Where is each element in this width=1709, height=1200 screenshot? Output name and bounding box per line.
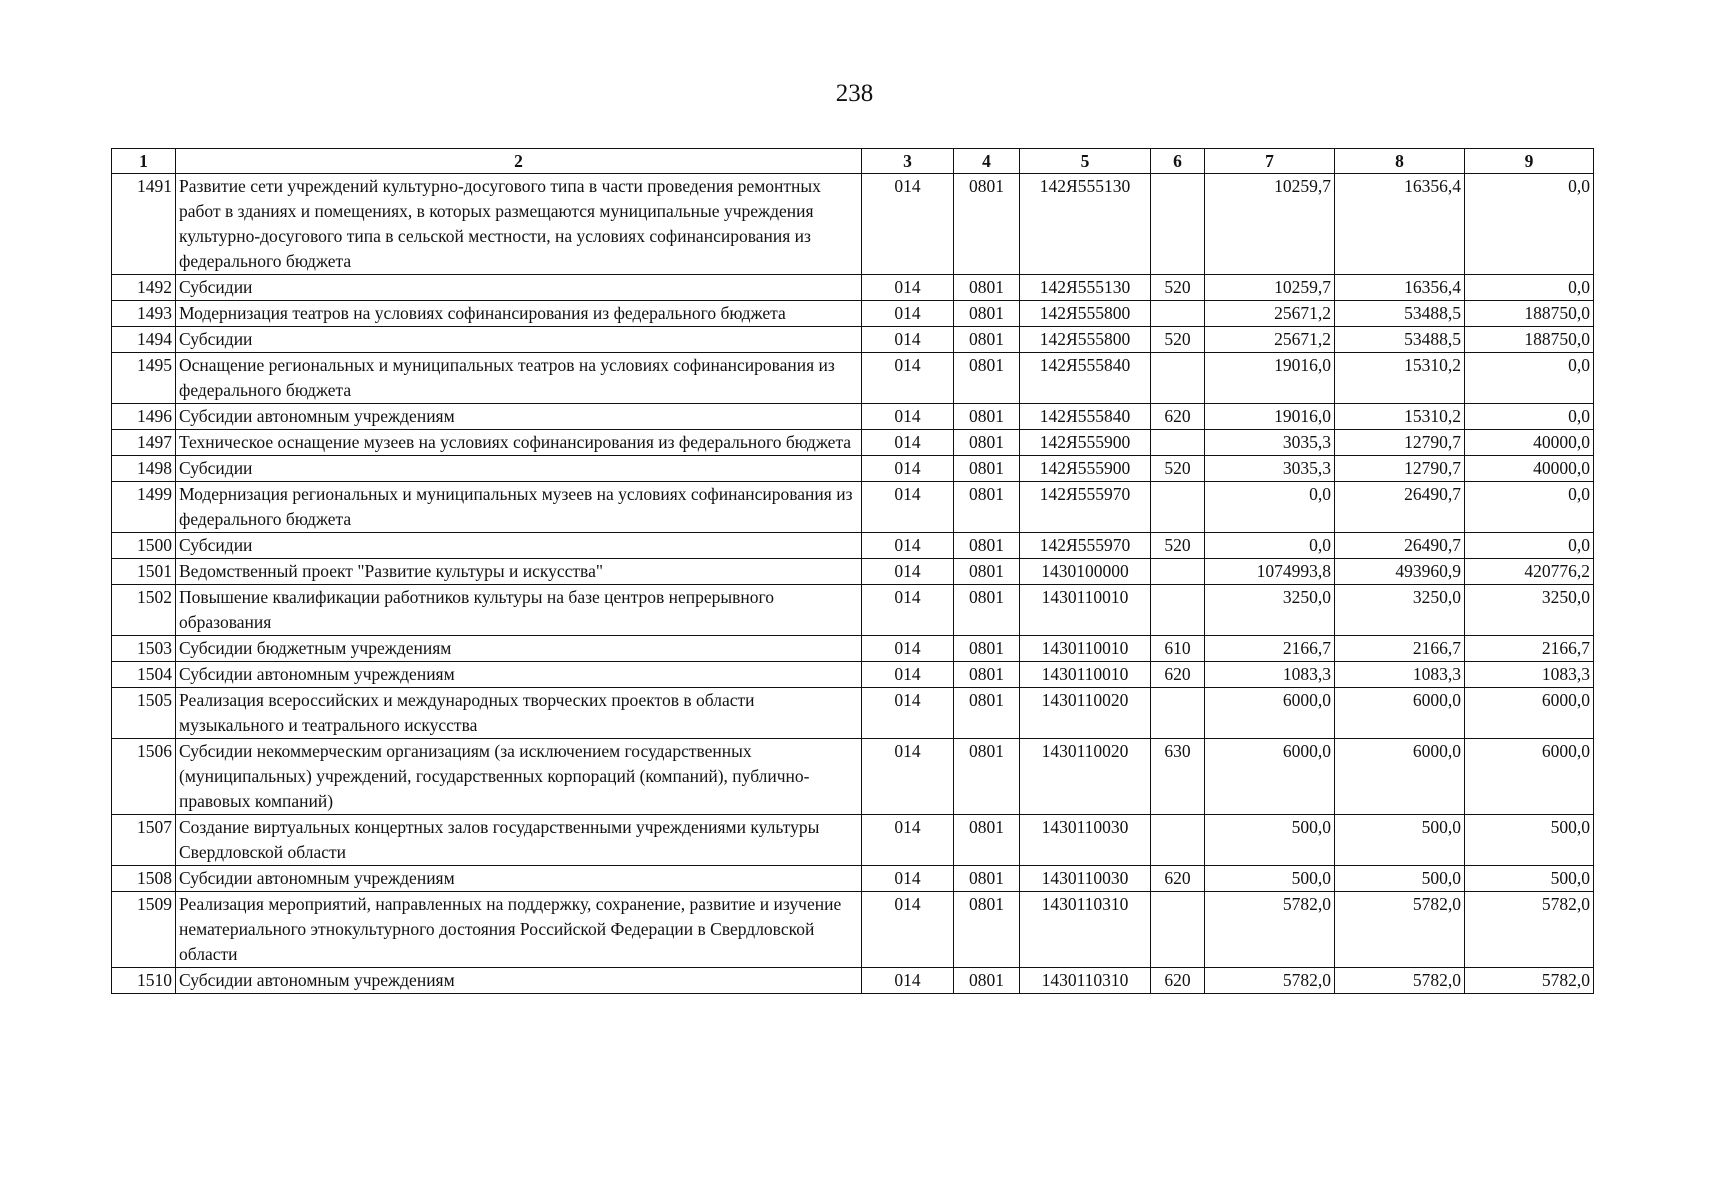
row-col-7: 19016,0 bbox=[1205, 404, 1335, 430]
row-col-6: 520 bbox=[1151, 533, 1205, 559]
row-col-3: 014 bbox=[862, 688, 954, 739]
row-col-6: 610 bbox=[1151, 636, 1205, 662]
row-col-8: 53488,5 bbox=[1335, 301, 1465, 327]
table-row bbox=[112, 968, 1594, 994]
row-col-4: 0801 bbox=[954, 636, 1020, 662]
header-col-8: 8 bbox=[1335, 149, 1465, 174]
row-col-9: 420776,2 bbox=[1465, 559, 1594, 585]
row-col-9: 2166,7 bbox=[1465, 636, 1594, 662]
row-col-9: 188750,0 bbox=[1465, 301, 1594, 327]
row-number: 1507 bbox=[112, 815, 176, 866]
row-col-8: 12790,7 bbox=[1335, 430, 1465, 456]
header-col-1: 1 bbox=[112, 149, 176, 174]
table-row bbox=[112, 275, 1594, 301]
row-col-9: 0,0 bbox=[1465, 482, 1594, 533]
table-row bbox=[112, 404, 1594, 430]
header-col-5: 5 bbox=[1020, 149, 1151, 174]
budget-table bbox=[111, 148, 1594, 994]
row-col-5: 142Я555800 bbox=[1020, 327, 1151, 353]
row-col-5: 142Я555900 bbox=[1020, 430, 1151, 456]
row-col-5: 1430110010 bbox=[1020, 662, 1151, 688]
table-row bbox=[112, 739, 1594, 815]
row-col-6: 620 bbox=[1151, 662, 1205, 688]
row-name: Ведомственный проект "Развитие культуры и искусства" bbox=[176, 559, 862, 585]
row-col-8: 5782,0 bbox=[1335, 968, 1465, 994]
row-col-7: 25671,2 bbox=[1205, 327, 1335, 353]
row-col-6: 620 bbox=[1151, 866, 1205, 892]
header-col-2: 2 bbox=[176, 149, 862, 174]
row-col-5: 1430110030 bbox=[1020, 866, 1151, 892]
header-row bbox=[112, 149, 1594, 174]
row-name: Субсидии некоммерческим организациям (за исключением государственных (муниципальных) учреждений, государственных корпораций (компаний), публично-правовых компаний) bbox=[176, 739, 862, 815]
table-body bbox=[112, 174, 1594, 994]
row-col-8: 2166,7 bbox=[1335, 636, 1465, 662]
row-name: Модернизация театров на условиях софинансирования из федерального бюджета bbox=[176, 301, 862, 327]
row-col-7: 0,0 bbox=[1205, 533, 1335, 559]
row-col-9: 5782,0 bbox=[1465, 892, 1594, 968]
page-number: 238 bbox=[835, 80, 874, 107]
row-col-4: 0801 bbox=[954, 275, 1020, 301]
row-col-8: 6000,0 bbox=[1335, 688, 1465, 739]
row-col-3: 014 bbox=[862, 636, 954, 662]
row-col-5: 1430110310 bbox=[1020, 892, 1151, 968]
row-col-6 bbox=[1151, 585, 1205, 636]
table-row bbox=[112, 636, 1594, 662]
table-row bbox=[112, 301, 1594, 327]
row-number: 1494 bbox=[112, 327, 176, 353]
row-col-4: 0801 bbox=[954, 662, 1020, 688]
row-col-8: 3250,0 bbox=[1335, 585, 1465, 636]
row-col-3: 014 bbox=[862, 404, 954, 430]
row-col-7: 25671,2 bbox=[1205, 301, 1335, 327]
row-col-9: 40000,0 bbox=[1465, 430, 1594, 456]
table-row bbox=[112, 456, 1594, 482]
row-number: 1491 bbox=[112, 174, 176, 275]
row-col-8: 493960,9 bbox=[1335, 559, 1465, 585]
row-col-4: 0801 bbox=[954, 430, 1020, 456]
row-col-4: 0801 bbox=[954, 533, 1020, 559]
row-col-4: 0801 bbox=[954, 739, 1020, 815]
row-col-7: 10259,7 bbox=[1205, 275, 1335, 301]
row-name: Модернизация региональных и муниципальных музеев на условиях софинансирования из федерального бюджета bbox=[176, 482, 862, 533]
table-row bbox=[112, 892, 1594, 968]
row-col-7: 500,0 bbox=[1205, 866, 1335, 892]
row-col-8: 5782,0 bbox=[1335, 892, 1465, 968]
row-col-5: 142Я555800 bbox=[1020, 301, 1151, 327]
row-col-8: 15310,2 bbox=[1335, 353, 1465, 404]
row-col-5: 142Я555130 bbox=[1020, 275, 1151, 301]
row-name: Субсидии автономным учреждениям bbox=[176, 404, 862, 430]
row-col-5: 142Я555970 bbox=[1020, 533, 1151, 559]
row-col-7: 3035,3 bbox=[1205, 456, 1335, 482]
row-col-9: 1083,3 bbox=[1465, 662, 1594, 688]
row-col-9: 5782,0 bbox=[1465, 968, 1594, 994]
row-col-7: 6000,0 bbox=[1205, 739, 1335, 815]
header-col-4: 4 bbox=[954, 149, 1020, 174]
row-col-4: 0801 bbox=[954, 404, 1020, 430]
table-row bbox=[112, 866, 1594, 892]
row-col-5: 1430110310 bbox=[1020, 968, 1151, 994]
row-col-9: 0,0 bbox=[1465, 174, 1594, 275]
row-col-6 bbox=[1151, 353, 1205, 404]
row-number: 1496 bbox=[112, 404, 176, 430]
row-col-6: 620 bbox=[1151, 968, 1205, 994]
row-col-8: 12790,7 bbox=[1335, 456, 1465, 482]
row-col-8: 500,0 bbox=[1335, 815, 1465, 866]
row-col-7: 19016,0 bbox=[1205, 353, 1335, 404]
row-col-5: 142Я555970 bbox=[1020, 482, 1151, 533]
row-col-5: 1430110020 bbox=[1020, 688, 1151, 739]
row-col-8: 26490,7 bbox=[1335, 482, 1465, 533]
table-row bbox=[112, 559, 1594, 585]
row-col-3: 014 bbox=[862, 533, 954, 559]
row-col-9: 0,0 bbox=[1465, 404, 1594, 430]
row-col-5: 1430110010 bbox=[1020, 585, 1151, 636]
header-col-3: 3 bbox=[862, 149, 954, 174]
row-col-8: 6000,0 bbox=[1335, 739, 1465, 815]
row-name: Субсидии bbox=[176, 327, 862, 353]
row-number: 1502 bbox=[112, 585, 176, 636]
row-col-9: 0,0 bbox=[1465, 275, 1594, 301]
row-number: 1506 bbox=[112, 739, 176, 815]
row-col-4: 0801 bbox=[954, 301, 1020, 327]
row-col-3: 014 bbox=[862, 585, 954, 636]
row-col-4: 0801 bbox=[954, 174, 1020, 275]
row-number: 1495 bbox=[112, 353, 176, 404]
row-number: 1493 bbox=[112, 301, 176, 327]
header-col-6: 6 bbox=[1151, 149, 1205, 174]
row-col-6: 620 bbox=[1151, 404, 1205, 430]
row-number: 1497 bbox=[112, 430, 176, 456]
row-col-6 bbox=[1151, 482, 1205, 533]
row-col-5: 142Я555900 bbox=[1020, 456, 1151, 482]
row-col-8: 1083,3 bbox=[1335, 662, 1465, 688]
row-col-6 bbox=[1151, 301, 1205, 327]
table-row bbox=[112, 327, 1594, 353]
row-col-6 bbox=[1151, 892, 1205, 968]
row-name: Субсидии bbox=[176, 533, 862, 559]
row-col-8: 15310,2 bbox=[1335, 404, 1465, 430]
row-number: 1505 bbox=[112, 688, 176, 739]
row-name: Оснащение региональных и муниципальных театров на условиях софинансирования из федерального бюджета bbox=[176, 353, 862, 404]
row-col-3: 014 bbox=[862, 968, 954, 994]
row-name: Техническое оснащение музеев на условиях софинансирования из федерального бюджета bbox=[176, 430, 862, 456]
row-number: 1499 bbox=[112, 482, 176, 533]
row-name: Субсидии автономным учреждениям bbox=[176, 866, 862, 892]
row-col-7: 3035,3 bbox=[1205, 430, 1335, 456]
row-col-4: 0801 bbox=[954, 815, 1020, 866]
row-col-8: 16356,4 bbox=[1335, 275, 1465, 301]
row-col-7: 2166,7 bbox=[1205, 636, 1335, 662]
table-row bbox=[112, 815, 1594, 866]
row-col-7: 1083,3 bbox=[1205, 662, 1335, 688]
row-col-3: 014 bbox=[862, 301, 954, 327]
row-col-7: 1074993,8 bbox=[1205, 559, 1335, 585]
row-col-3: 014 bbox=[862, 456, 954, 482]
row-name: Субсидии bbox=[176, 456, 862, 482]
row-col-3: 014 bbox=[862, 662, 954, 688]
row-col-3: 014 bbox=[862, 430, 954, 456]
row-number: 1500 bbox=[112, 533, 176, 559]
row-col-6 bbox=[1151, 688, 1205, 739]
row-col-7: 500,0 bbox=[1205, 815, 1335, 866]
table-row bbox=[112, 174, 1594, 275]
row-col-8: 16356,4 bbox=[1335, 174, 1465, 275]
row-col-8: 500,0 bbox=[1335, 866, 1465, 892]
row-name: Субсидии бюджетным учреждениям bbox=[176, 636, 862, 662]
row-col-9: 188750,0 bbox=[1465, 327, 1594, 353]
table-row bbox=[112, 353, 1594, 404]
row-name: Субсидии автономным учреждениям bbox=[176, 662, 862, 688]
row-col-3: 014 bbox=[862, 866, 954, 892]
row-col-3: 014 bbox=[862, 327, 954, 353]
table-row bbox=[112, 533, 1594, 559]
row-col-4: 0801 bbox=[954, 559, 1020, 585]
row-number: 1504 bbox=[112, 662, 176, 688]
row-col-6: 520 bbox=[1151, 275, 1205, 301]
row-col-7: 0,0 bbox=[1205, 482, 1335, 533]
row-col-6: 520 bbox=[1151, 456, 1205, 482]
row-col-3: 014 bbox=[862, 482, 954, 533]
row-col-5: 1430110010 bbox=[1020, 636, 1151, 662]
row-number: 1498 bbox=[112, 456, 176, 482]
header-col-7: 7 bbox=[1205, 149, 1335, 174]
row-col-8: 53488,5 bbox=[1335, 327, 1465, 353]
row-col-6: 520 bbox=[1151, 327, 1205, 353]
row-col-5: 1430110020 bbox=[1020, 739, 1151, 815]
row-col-3: 014 bbox=[862, 739, 954, 815]
row-name: Реализация мероприятий, направленных на поддержку, сохранение, развитие и изучение нематериального этнокультурного достояния Российской Федерации в Свердловской области bbox=[176, 892, 862, 968]
row-number: 1509 bbox=[112, 892, 176, 968]
row-col-3: 014 bbox=[862, 559, 954, 585]
row-col-5: 142Я555130 bbox=[1020, 174, 1151, 275]
row-col-4: 0801 bbox=[954, 482, 1020, 533]
row-name: Повышение квалификации работников культуры на базе центров непрерывного образования bbox=[176, 585, 862, 636]
row-name: Создание виртуальных концертных залов государственными учреждениями культуры Свердловской области bbox=[176, 815, 862, 866]
row-number: 1508 bbox=[112, 866, 176, 892]
row-number: 1503 bbox=[112, 636, 176, 662]
row-col-7: 5782,0 bbox=[1205, 968, 1335, 994]
row-col-4: 0801 bbox=[954, 968, 1020, 994]
row-name: Реализация всероссийских и международных творческих проектов в области музыкального и театрального искусства bbox=[176, 688, 862, 739]
row-col-3: 014 bbox=[862, 275, 954, 301]
row-col-5: 1430100000 bbox=[1020, 559, 1151, 585]
row-col-7: 10259,7 bbox=[1205, 174, 1335, 275]
table-row bbox=[112, 482, 1594, 533]
table-row bbox=[112, 662, 1594, 688]
row-col-4: 0801 bbox=[954, 688, 1020, 739]
row-number: 1501 bbox=[112, 559, 176, 585]
row-col-4: 0801 bbox=[954, 456, 1020, 482]
row-col-6: 630 bbox=[1151, 739, 1205, 815]
row-number: 1510 bbox=[112, 968, 176, 994]
row-number: 1492 bbox=[112, 275, 176, 301]
row-col-3: 014 bbox=[862, 353, 954, 404]
row-name: Субсидии bbox=[176, 275, 862, 301]
row-col-6 bbox=[1151, 559, 1205, 585]
header-col-9: 9 bbox=[1465, 149, 1594, 174]
row-col-4: 0801 bbox=[954, 892, 1020, 968]
row-col-9: 0,0 bbox=[1465, 533, 1594, 559]
row-col-6 bbox=[1151, 815, 1205, 866]
row-col-3: 014 bbox=[862, 815, 954, 866]
row-col-5: 142Я555840 bbox=[1020, 404, 1151, 430]
row-col-9: 500,0 bbox=[1465, 866, 1594, 892]
row-col-6 bbox=[1151, 430, 1205, 456]
row-col-4: 0801 bbox=[954, 866, 1020, 892]
table-row bbox=[112, 585, 1594, 636]
row-col-4: 0801 bbox=[954, 327, 1020, 353]
table-row bbox=[112, 688, 1594, 739]
row-col-3: 014 bbox=[862, 174, 954, 275]
row-col-9: 6000,0 bbox=[1465, 688, 1594, 739]
row-col-7: 6000,0 bbox=[1205, 688, 1335, 739]
row-col-4: 0801 bbox=[954, 353, 1020, 404]
row-col-8: 26490,7 bbox=[1335, 533, 1465, 559]
row-name: Субсидии автономным учреждениям bbox=[176, 968, 862, 994]
row-col-4: 0801 bbox=[954, 585, 1020, 636]
row-col-9: 3250,0 bbox=[1465, 585, 1594, 636]
row-col-9: 500,0 bbox=[1465, 815, 1594, 866]
row-col-5: 142Я555840 bbox=[1020, 353, 1151, 404]
row-col-3: 014 bbox=[862, 892, 954, 968]
row-col-9: 6000,0 bbox=[1465, 739, 1594, 815]
row-col-9: 40000,0 bbox=[1465, 456, 1594, 482]
row-col-7: 3250,0 bbox=[1205, 585, 1335, 636]
row-col-5: 1430110030 bbox=[1020, 815, 1151, 866]
row-col-7: 5782,0 bbox=[1205, 892, 1335, 968]
row-col-6 bbox=[1151, 174, 1205, 275]
row-col-9: 0,0 bbox=[1465, 353, 1594, 404]
table-row bbox=[112, 430, 1594, 456]
row-name: Развитие сети учреждений культурно-досугового типа в части проведения ремонтных работ в зданиях и помещениях, в которых размещаются муниципальные учреждения культурно-досугового типа в сельской местности, на условиях софинансирования из федерального бюджета bbox=[176, 174, 862, 275]
